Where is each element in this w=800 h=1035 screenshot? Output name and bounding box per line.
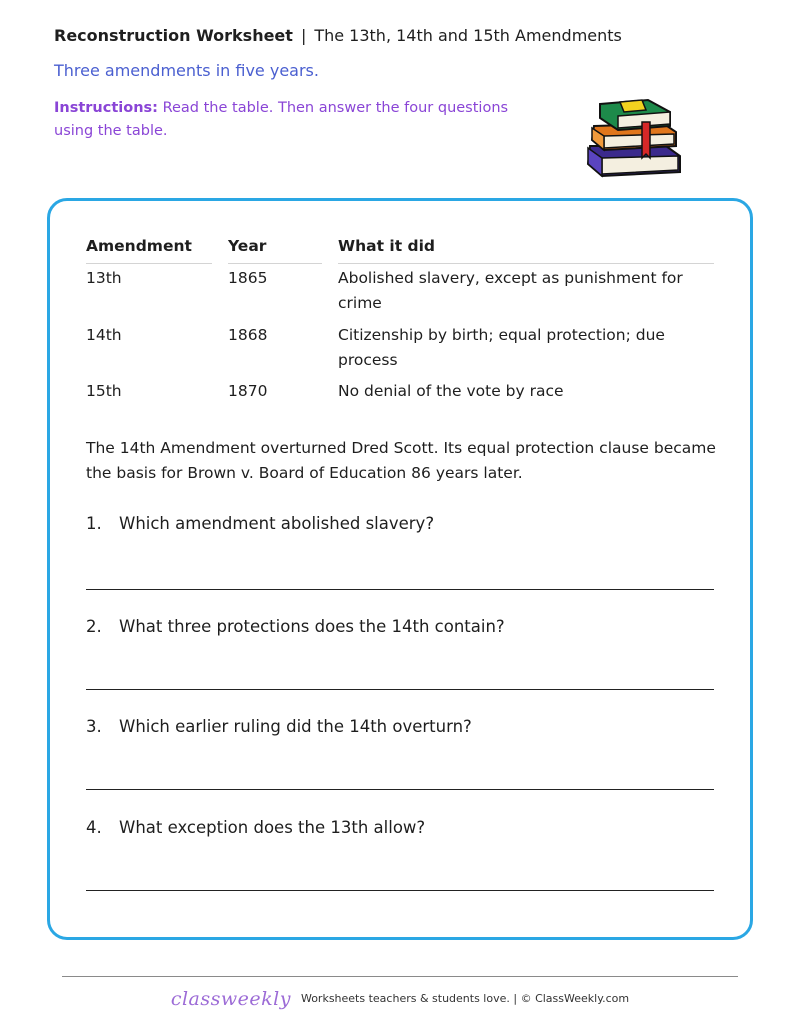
table-header-row (86, 234, 714, 264)
question-number: 2. (86, 617, 102, 636)
header-separator: | (300, 26, 307, 45)
table-row (86, 379, 714, 404)
table-cell-what-it-did: Abolished slavery, except as punishment for crime (338, 269, 683, 312)
question-text: What exception does the 13th allow? (119, 818, 426, 837)
worksheet-subtitle: Three amendments in five years. (54, 61, 319, 80)
context-paragraph: The 14th Amendment overturned Dred Scott. Its equal protection clause became the basis for Brown v. Board of Education 86 years later. (86, 439, 716, 482)
answer-line-2[interactable] (86, 689, 714, 690)
question-number: 1. (86, 514, 102, 533)
amendments-table (86, 234, 714, 404)
table-cell-amendment: 14th (86, 326, 122, 344)
answer-line-1[interactable] (86, 589, 714, 590)
footer-divider (62, 976, 738, 977)
instructions (54, 97, 534, 143)
question-3 (86, 717, 472, 736)
answer-line-4[interactable] (86, 890, 714, 891)
table-header-amendment: Amendment (86, 234, 212, 264)
table-row (86, 323, 714, 373)
worksheet-header (54, 26, 622, 45)
question-number: 4. (86, 818, 102, 837)
table-cell-amendment: 15th (86, 382, 122, 400)
question-1 (86, 514, 434, 533)
worksheet-title: Reconstruction Worksheet (54, 26, 293, 45)
question-number: 3. (86, 717, 102, 736)
footer-tagline: Worksheets teachers & students love. | © ClassWeekly.com (300, 992, 630, 1005)
table-cell-year: 1865 (228, 269, 268, 287)
question-text: Which earlier ruling did the 14th overturn? (119, 717, 472, 736)
table-row (86, 266, 714, 316)
question-text: Which amendment abolished slavery? (119, 514, 435, 533)
instructions-label: Instructions: (54, 100, 158, 116)
classweekly-logo: classweekly (170, 988, 291, 1010)
table-header-what-it-did: What it did (338, 234, 714, 264)
table-header-year: Year (228, 234, 322, 264)
table-cell-amendment: 13th (86, 269, 122, 287)
table-cell-what-it-did: No denial of the vote by race (338, 382, 564, 400)
footer (0, 988, 800, 1010)
table-cell-year: 1870 (228, 382, 268, 400)
stack-of-books-icon (584, 96, 686, 180)
question-text: What three protections does the 14th contain? (119, 617, 505, 636)
answer-line-3[interactable] (86, 789, 714, 790)
question-2 (86, 617, 505, 636)
worksheet-topic: The 13th, 14th and 15th Amendments (314, 26, 622, 45)
table-cell-year: 1868 (228, 326, 268, 344)
instructions-text: Read the table. Then answer the four questions using the table. (54, 100, 509, 139)
question-4 (86, 818, 425, 837)
table-cell-what-it-did: Citizenship by birth; equal protection; due process (338, 326, 665, 369)
